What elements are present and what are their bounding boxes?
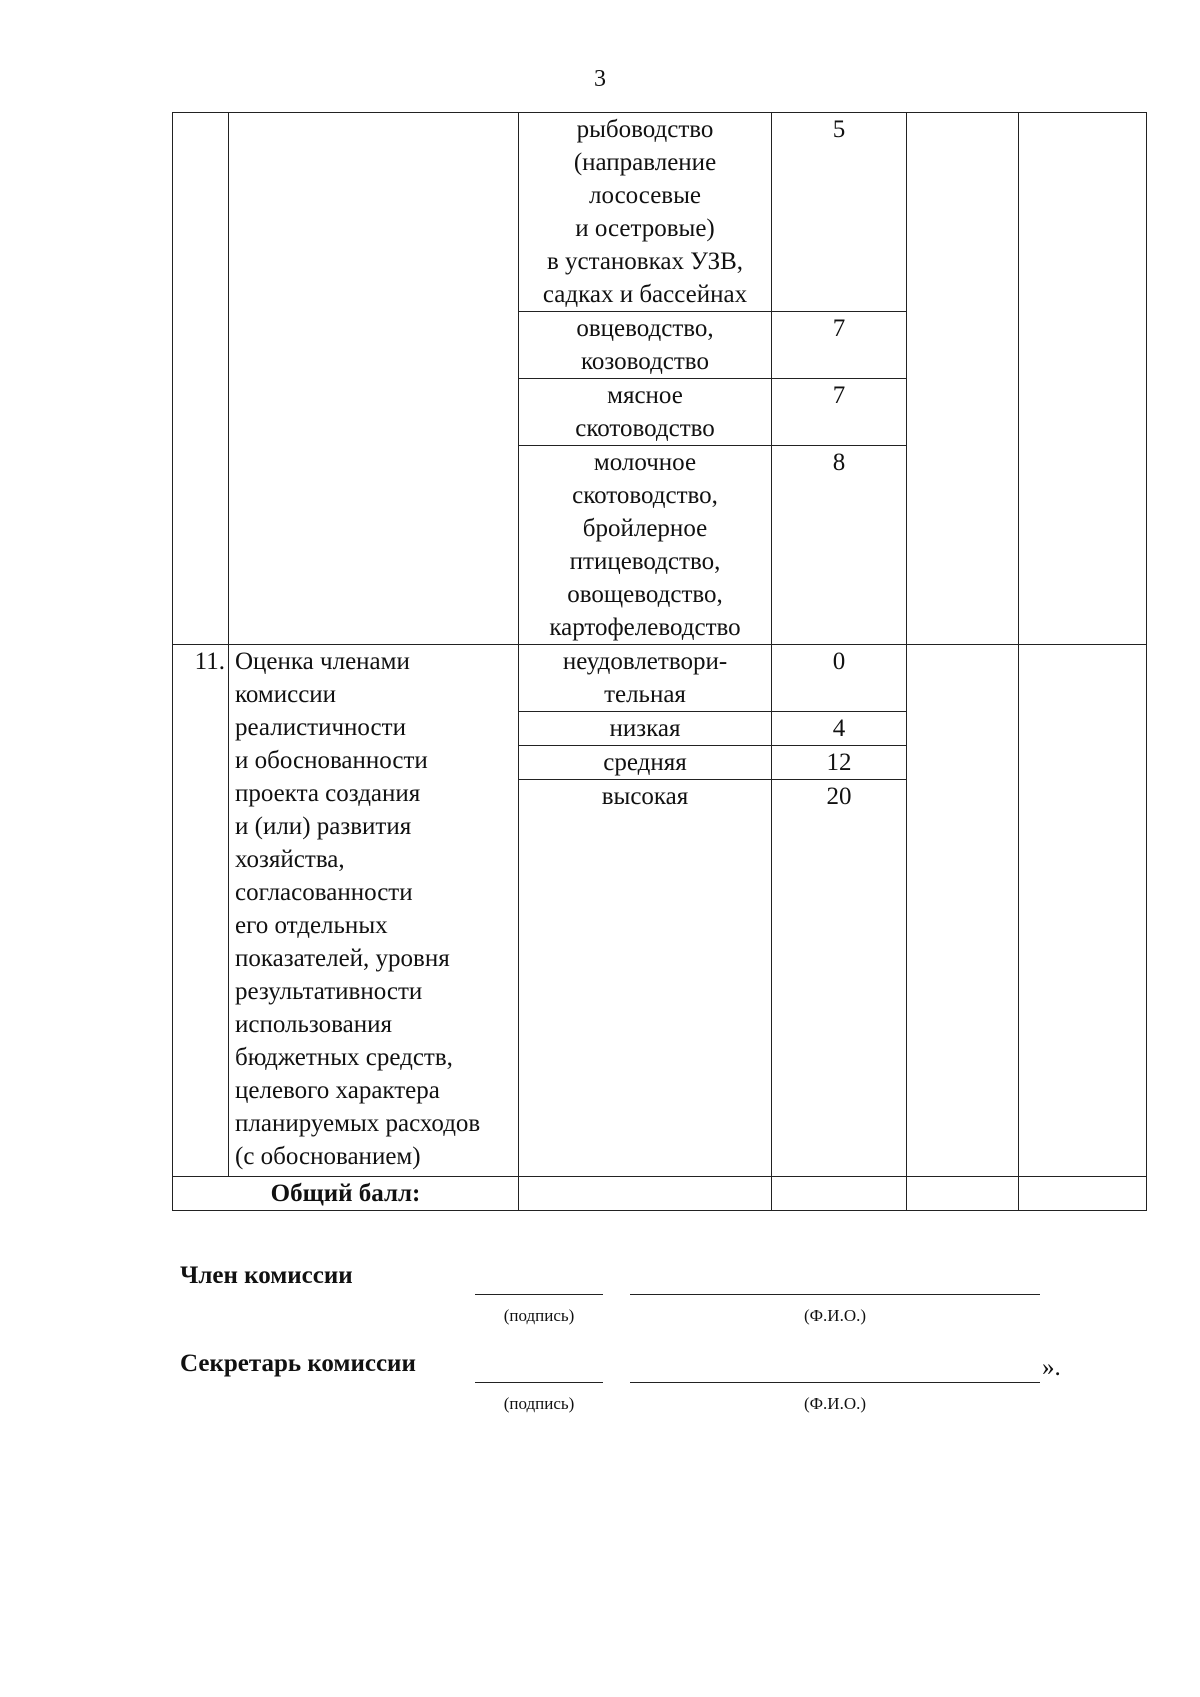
signature-line [475, 1294, 603, 1295]
criterion-cell [229, 113, 519, 645]
total-empty-cell [907, 1177, 1019, 1211]
option-score-cell: 8 [772, 446, 907, 645]
total-row [173, 1177, 1147, 1211]
row-number-cell: 11. [173, 645, 229, 1177]
option-label-cell: низкая [519, 712, 772, 746]
member-score-cell [907, 645, 1019, 1177]
option-label-cell: высокая [519, 780, 772, 1177]
table-row [173, 113, 1147, 312]
option-label-cell: неудовлетвори- тельная [519, 645, 772, 712]
option-score-cell: 7 [772, 312, 907, 379]
signature-line [475, 1382, 603, 1383]
member-score-cell [907, 113, 1019, 645]
option-score-cell: 0 [772, 645, 907, 712]
signature-caption: (подпись) [503, 1394, 575, 1413]
name-caption: (Ф.И.О.) [803, 1306, 867, 1325]
option-score-cell: 7 [772, 379, 907, 446]
signature-block-member [180, 1262, 1080, 1332]
row-number-cell [173, 113, 229, 645]
total-empty-cell [519, 1177, 772, 1211]
name-caption: (Ф.И.О.) [803, 1394, 867, 1413]
total-label-cell: Общий балл: [173, 1177, 519, 1211]
signature-caption: (подпись) [503, 1306, 575, 1325]
option-label-cell: овцеводство, козоводство [519, 312, 772, 379]
option-score-cell: 5 [772, 113, 907, 312]
option-score-cell: 20 [772, 780, 907, 1177]
option-score-cell: 12 [772, 746, 907, 780]
option-label-cell: средняя [519, 746, 772, 780]
signature-block-secretary [180, 1350, 1080, 1420]
score-table [172, 112, 1147, 1211]
option-label-cell: рыбоводство (направление лососевые и осетровые) в установках УЗВ, садках и бассейнах [519, 113, 772, 312]
page-number: 3 [594, 66, 606, 92]
signature-title: Член комиссии [180, 1262, 353, 1289]
option-label-cell: молочное скотоводство, бройлерное птицеводство, овощеводство, картофелеводство [519, 446, 772, 645]
table-row [173, 645, 1147, 712]
name-line [630, 1382, 1040, 1383]
total-empty-cell [772, 1177, 907, 1211]
closing-quote: ». [1042, 1354, 1061, 1381]
option-label-cell: мясное скотоводство [519, 379, 772, 446]
signature-title: Секретарь комиссии [180, 1350, 416, 1377]
criterion-cell: Оценка членами комиссии реалистичности и обоснованности проекта создания и (или) развития хозяйства, согласованности его отдельных показателей, уровня результативности использования бюджетных средств, целевого характера планируемых расходов (с обоснованием) [229, 645, 519, 1177]
total-empty-cell [1019, 1177, 1147, 1211]
comment-cell [1019, 113, 1147, 645]
comment-cell [1019, 645, 1147, 1177]
name-line [630, 1294, 1040, 1295]
option-score-cell: 4 [772, 712, 907, 746]
